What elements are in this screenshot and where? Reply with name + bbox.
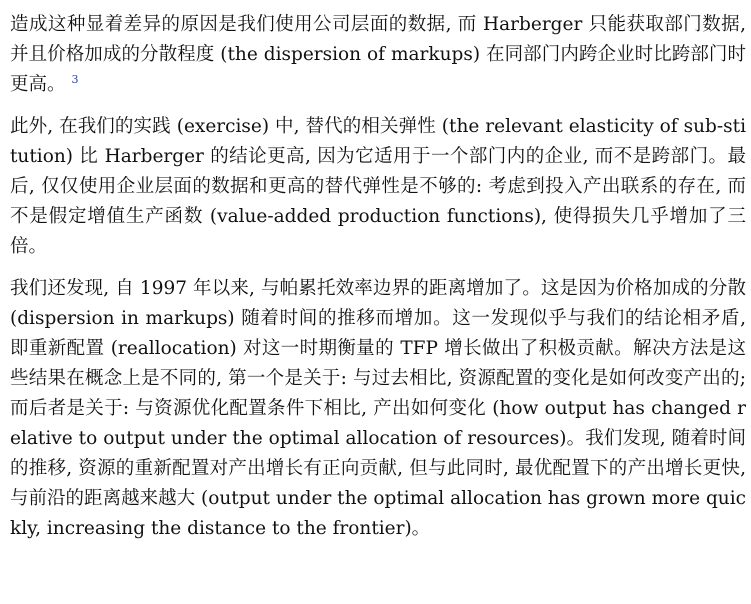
paragraph-1 xyxy=(10,10,746,100)
paragraph-2-text: 此外, 在我们的实践 (exercise) 中, 替代的相关弹性 (the relevant elasticity of sub-stitution) 比 Harberger 的结论更高, 因为它适用于一个部门内的企业, 而不是跨部门。最后, 仅仅使用企业层面的数据和更高的替代弹性是不够的: 考虑到投入产出联系的存在, 而不是假定增值生产函数 (value-added production functions), 使得损失几乎增加了三倍。 xyxy=(10,116,746,257)
paragraph-1-text: 造成这种显着差异的原因是我们使用公司层面的数据, 而 Harberger 只能获取部门数据, 并且价格加成的分散程度 (the dispersion of markups) 在同部门内跨企业时比跨部门时更高。 xyxy=(10,14,746,95)
footnote-marker[interactable]: 3 xyxy=(71,72,79,86)
paragraph-3 xyxy=(10,274,746,544)
paragraph-3-text: 我们还发现, 自 1997 年以来, 与帕累托效率边界的距离增加了。这是因为价格加成的分散 (dispersion in markups) 随着时间的推移而增加。这一发现似乎与我们的结论相矛盾, 即重新配置 (reallocation) 对这一时期衡量的 TFP 增长做出了积极贡献。解决方法是这些结果在概念上是不同的, 第一个是关于: 与过去相比, 资源配置的变化是如何改变产出的; 而后者是关于: 与资源优化配置条件下相比, 产出如何变化 (how output has changed relative to output under the optimal allocation of resources)。我们发现, 随着时间的推移, 资源的重新配置对产出增长有正向贡献, 但与此同时, 最优配置下的产出增长更快, 与前沿的距离越来越大 (output under the optimal allocation has grown more quickly, increasing the distance to the frontier)。 xyxy=(10,278,746,539)
paragraph-2 xyxy=(10,112,746,262)
